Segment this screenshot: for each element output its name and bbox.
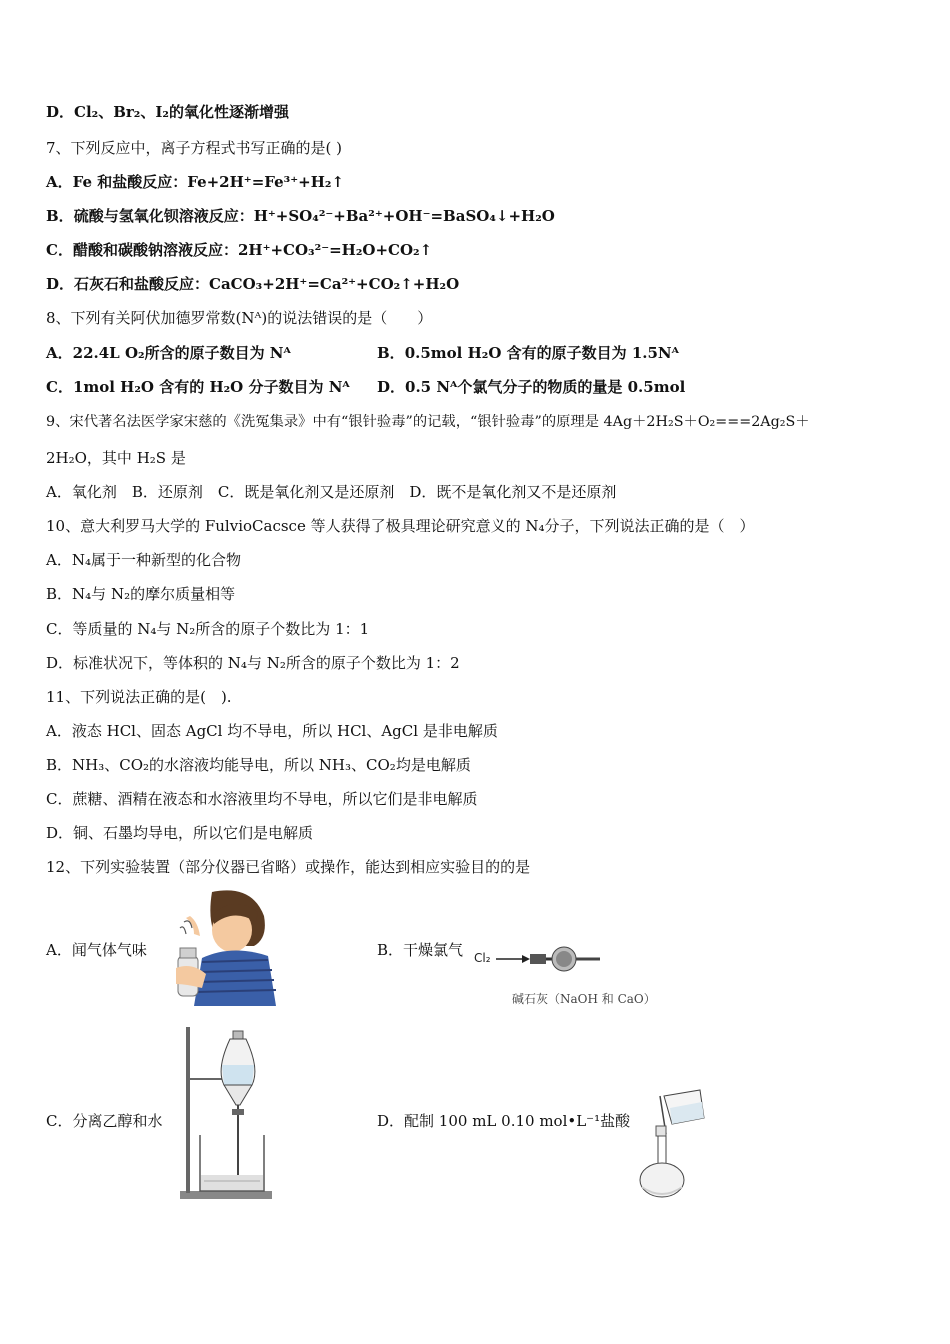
option-label: A． — [46, 173, 73, 191]
q12-option-c — [46, 1111, 163, 1131]
q8-option-c — [46, 377, 350, 397]
option-label: A． — [46, 722, 72, 740]
option-label: D． — [46, 103, 75, 121]
drying-tube-figure — [472, 942, 612, 978]
option-text: 1mol H₂O 含有的 H₂O 分子数目为 Nᴬ — [72, 378, 350, 396]
chlorine-gas-label: Cl₂ — [474, 951, 491, 965]
q8-option-d — [377, 377, 685, 397]
option-label: B． — [46, 585, 73, 603]
child-smelling-gas-figure — [172, 888, 280, 1008]
q8-option-a — [46, 343, 291, 363]
option-label: C． — [46, 1112, 73, 1130]
option-label: A． — [46, 551, 72, 569]
option-label: D． — [46, 654, 74, 672]
q7-stem: 7、下列反应中，离子方程式书写正确的是( ) — [46, 139, 343, 157]
option-text: 22.4L O₂所含的原子数目为 Nᴬ — [72, 344, 291, 362]
q7-option-a — [46, 172, 344, 192]
option-text: 醋酸和碳酸钠溶液反应：2H⁺+CO₃²⁻=H₂O+CO₂↑ — [72, 241, 433, 259]
option-label: B． — [46, 207, 74, 225]
q7-option-c — [46, 240, 432, 260]
option-label: B． — [377, 941, 404, 959]
q9-stem-line1: 9、宋代著名法医学家宋慈的《洗冤集录》中有“银针验毒”的记载，“银针验毒”的原理是 4Ag＋2H₂S＋O₂===2Ag₂S＋ — [46, 414, 810, 430]
q10-option-d — [46, 653, 460, 673]
q12-option-b — [377, 940, 463, 960]
option-text: 0.5mol H₂O 含有的原子数目为 1.5Nᴬ — [404, 344, 679, 362]
option-text: N₄与 N₂的摩尔质量相等 — [72, 585, 236, 603]
option-text: 0.5 Nᴬ个氯气分子的物质的量是 0.5mol — [405, 378, 686, 396]
option-label: C． — [46, 790, 73, 808]
q11-option-a — [46, 721, 498, 741]
option-text: 分离乙醇和水 — [72, 1112, 163, 1130]
q10-option-a — [46, 550, 241, 570]
option-label: C． — [46, 241, 73, 259]
option-text: NH₃、CO₂的水溶液均能导电，所以 NH₃、CO₂均是电解质 — [72, 756, 471, 774]
option-label: D． — [46, 824, 74, 842]
option-label: D． — [377, 378, 406, 396]
option-label: D． — [46, 275, 75, 293]
option-text: 铜、石墨均导电，所以它们是电解质 — [73, 824, 314, 842]
q9-options: A．氧化剂 B．还原剂 C．既是氧化剂又是还原剂 D．既不是氧化剂又不是还原剂 — [46, 483, 617, 501]
option-text: 闻气体气味 — [71, 941, 147, 959]
option-label: B． — [46, 756, 73, 774]
separatory-funnel-figure — [178, 1025, 278, 1201]
q12-option-a — [46, 940, 147, 960]
q9-stem-line2: 2H₂O，其中 H₂S 是 — [46, 449, 186, 467]
q7-option-b — [46, 206, 555, 226]
option-label: D． — [377, 1112, 405, 1130]
option-text: 干燥氯气 — [403, 941, 464, 959]
q8-option-b — [377, 343, 679, 363]
q8-stem: 8、下列有关阿伏加德罗常数(Nᴬ)的说法错误的是（ ） — [46, 309, 433, 327]
volumetric-flask-figure — [630, 1088, 710, 1200]
option-text: Fe 和盐酸反应：Fe+2H⁺=Fe³⁺+H₂↑ — [72, 173, 345, 191]
q12-option-d — [377, 1111, 630, 1131]
q11-option-c — [46, 789, 478, 809]
q10-option-c — [46, 619, 369, 639]
option-text: 硫酸与氢氧化钡溶液反应：H⁺+SO₄²⁻+Ba²⁺+OH⁻=BaSO₄↓+H₂O — [73, 207, 555, 225]
option-label: A． — [46, 941, 72, 959]
option-text: 等质量的 N₄与 N₂所含的原子个数比为 1：1 — [72, 620, 370, 638]
option-label: A． — [46, 344, 73, 362]
q12-stem: 12、下列实验装置（部分仪器已省略）或操作，能达到相应实验目的的是 — [46, 858, 531, 876]
option-label: B． — [377, 344, 405, 362]
option-text: Cl₂、Br₂、I₂的氧化性逐渐增强 — [74, 103, 289, 121]
q7-option-d — [46, 274, 459, 294]
q11-stem: 11、下列说法正确的是( ). — [46, 688, 232, 706]
option-text: 液态 HCl、固态 AgCl 均不导电，所以 HCl、AgCl 是非电解质 — [71, 722, 498, 740]
option-text: 蔗糖、酒精在液态和水溶液里均不导电，所以它们是非电解质 — [72, 790, 478, 808]
q11-option-d — [46, 823, 313, 843]
q10-option-b — [46, 584, 235, 604]
option-label: C． — [46, 620, 73, 638]
option-text: 石灰石和盐酸反应：CaCO₃+2H⁺=Ca²⁺+CO₂↑+H₂O — [74, 275, 460, 293]
drying-tube-caption: 碱石灰（NaOH 和 CaO） — [512, 992, 656, 1006]
prev-option-d — [46, 102, 289, 122]
option-label: C． — [46, 378, 73, 396]
option-text: 配制 100 mL 0.10 mol•L⁻¹盐酸 — [404, 1112, 631, 1130]
option-text: 标准状况下，等体积的 N₄与 N₂所含的原子个数比为 1：2 — [73, 654, 460, 672]
q11-option-b — [46, 755, 471, 775]
q10-stem: 10、意大利罗马大学的 FulvioCacsce 等人获得了极具理论研究意义的 N₄分子，下列说法正确的是（ ） — [46, 517, 755, 535]
option-text: N₄属于一种新型的化合物 — [71, 551, 241, 569]
